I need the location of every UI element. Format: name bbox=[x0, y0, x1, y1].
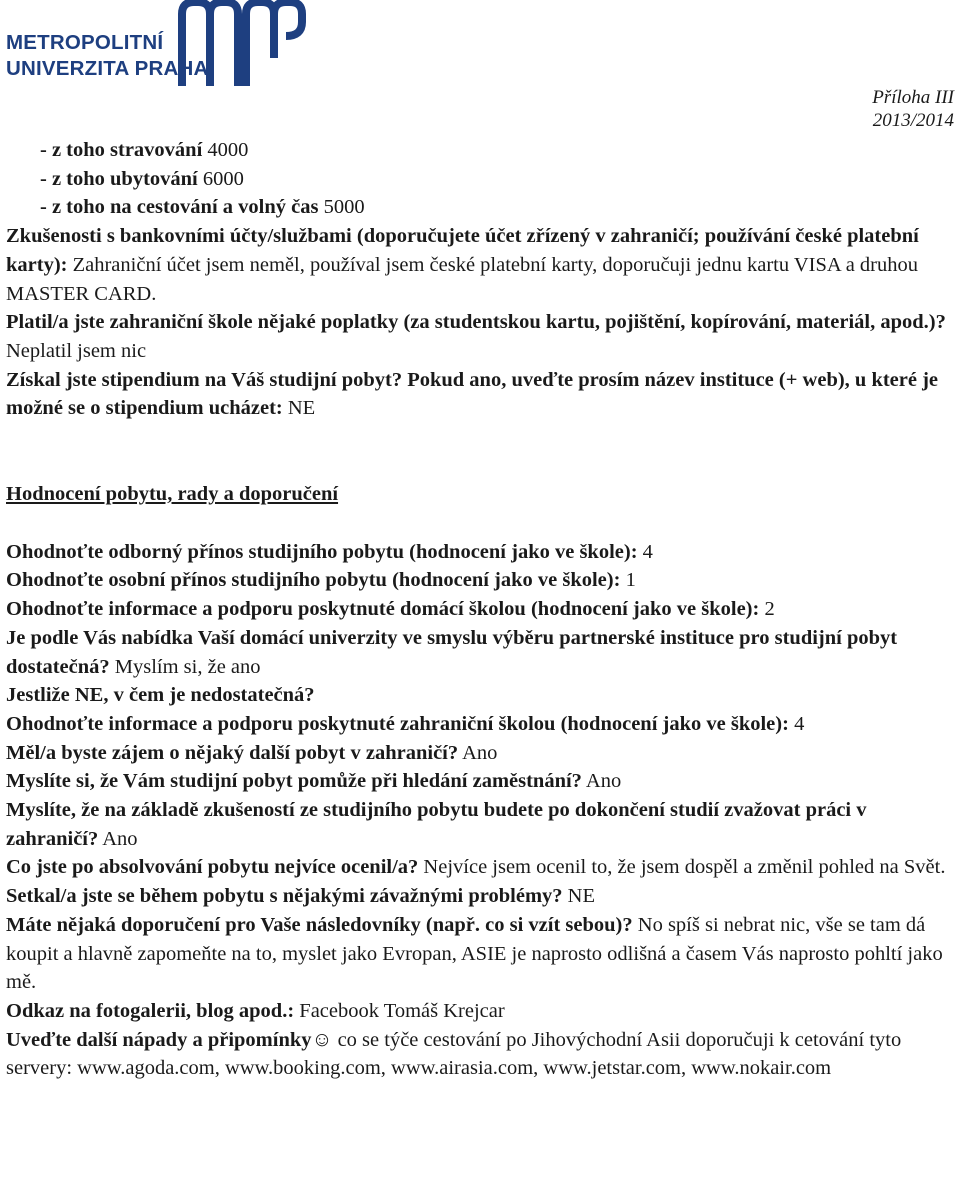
appendix-header bbox=[872, 86, 954, 132]
qa-item: Uveďte další nápady a připomínky☺ co se týče cestování po Jihovýchodní Asii doporučuji k cetování tyto servery: www.agoda.com, www.booking.com, www.airasia.com, www.jetstar.com, www.nokair.com bbox=[6, 1028, 902, 1080]
qa-item: Co jste po absolvování pobytu nejvíce ocenil/a? Nejvíce jsem ocenil to, že jsem dospěl a změnil pohled na Svět. bbox=[6, 856, 946, 879]
section-heading: Hodnocení pobytu, rady a doporučení bbox=[6, 483, 339, 506]
qa-item: Odkaz na fotogalerii, blog apod.: Facebook Tomáš Krejcar bbox=[6, 999, 505, 1022]
qa-item: Platil/a jste zahraniční škole nějaké poplatky (za studentskou kartu, pojištění, kopírování, materiál, apod.)? Neplatil jsem nic bbox=[6, 311, 946, 362]
qa-item: Ohodnoťte osobní přínos studijního pobytu (hodnocení jako ve škole): 1 bbox=[6, 569, 636, 592]
qa-item: Ohodnoťte informace a podporu poskytnuté zahraniční školou (hodnocení jako ve škole): 4 bbox=[6, 712, 805, 735]
logo-line-1: METROPOLITNÍ bbox=[6, 31, 164, 54]
cost-row: - z toho na cestování a volný čas 5000 bbox=[40, 196, 365, 219]
qa-item: Setkal/a jste se během pobytu s nějakými závažnými problémy? NE bbox=[6, 885, 595, 908]
qa-item: Myslíte, že na základě zkušeností ze studijního pobytu budete po dokončení studií zvažovat práci v zahraničí? Ano bbox=[6, 799, 867, 850]
qa-item: Měl/a byste zájem o nějaký další pobyt v zahraničí? Ano bbox=[6, 741, 498, 764]
qa-item: Je podle Vás nabídka Vaší domácí univerzity ve smyslu výběru partnerské instituce pro studijní pobyt dostatečná? Myslím si, že ano bbox=[6, 626, 898, 678]
university-logo bbox=[6, 0, 306, 90]
appendix-title: Příloha III bbox=[872, 87, 954, 108]
spacer bbox=[6, 509, 956, 538]
spacer bbox=[6, 423, 956, 480]
qa-item: Máte nějaká doporučení pro Vaše následovníky (např. co si vzít sebou)? No spíš si nebrat nic, vše se tam dá koupit a hlavně zapomeňte na to, myslet jako Evropan, ASIE je naprosto odlišná a časem Vás naprosto pohltí jako mě. bbox=[6, 913, 943, 994]
cost-row: - z toho ubytování 6000 bbox=[40, 167, 244, 190]
qa-item: Získal jste stipendium na Váš studijní pobyt? Pokud ano, uveďte prosím název instituce (+ web), u které je možné se o stipendium ucházet: NE bbox=[6, 368, 939, 420]
mup-logo-mark-icon bbox=[178, 0, 313, 90]
logo-line-2: UNIVERZITA PRAHA bbox=[6, 57, 209, 80]
qa-item: Ohodnoťte odborný přínos studijního pobytu (hodnocení jako ve škole): 4 bbox=[6, 540, 653, 563]
qa-item: Myslíte si, že Vám studijní pobyt pomůže při hledání zaměstnání? Ano bbox=[6, 770, 622, 793]
qa-item: Zkušenosti s bankovními účty/službami (doporučujete účet zřízený v zahraničí; používání české platební karty): Zahraniční účet jsem neměl, používal jsem české platební karty, doporučuji jednu kartu VISA a druhou MASTER CARD. bbox=[6, 225, 919, 305]
document-body bbox=[6, 136, 956, 1083]
cost-row: - z toho stravování 4000 bbox=[40, 139, 249, 161]
academic-year: 2013/2014 bbox=[872, 110, 954, 131]
qa-item: Ohodnoťte informace a podporu poskytnuté domácí školou (hodnocení jako ve škole): 2 bbox=[6, 598, 775, 621]
qa-item: Jestliže NE, v čem je nedostatečná? bbox=[6, 684, 315, 707]
